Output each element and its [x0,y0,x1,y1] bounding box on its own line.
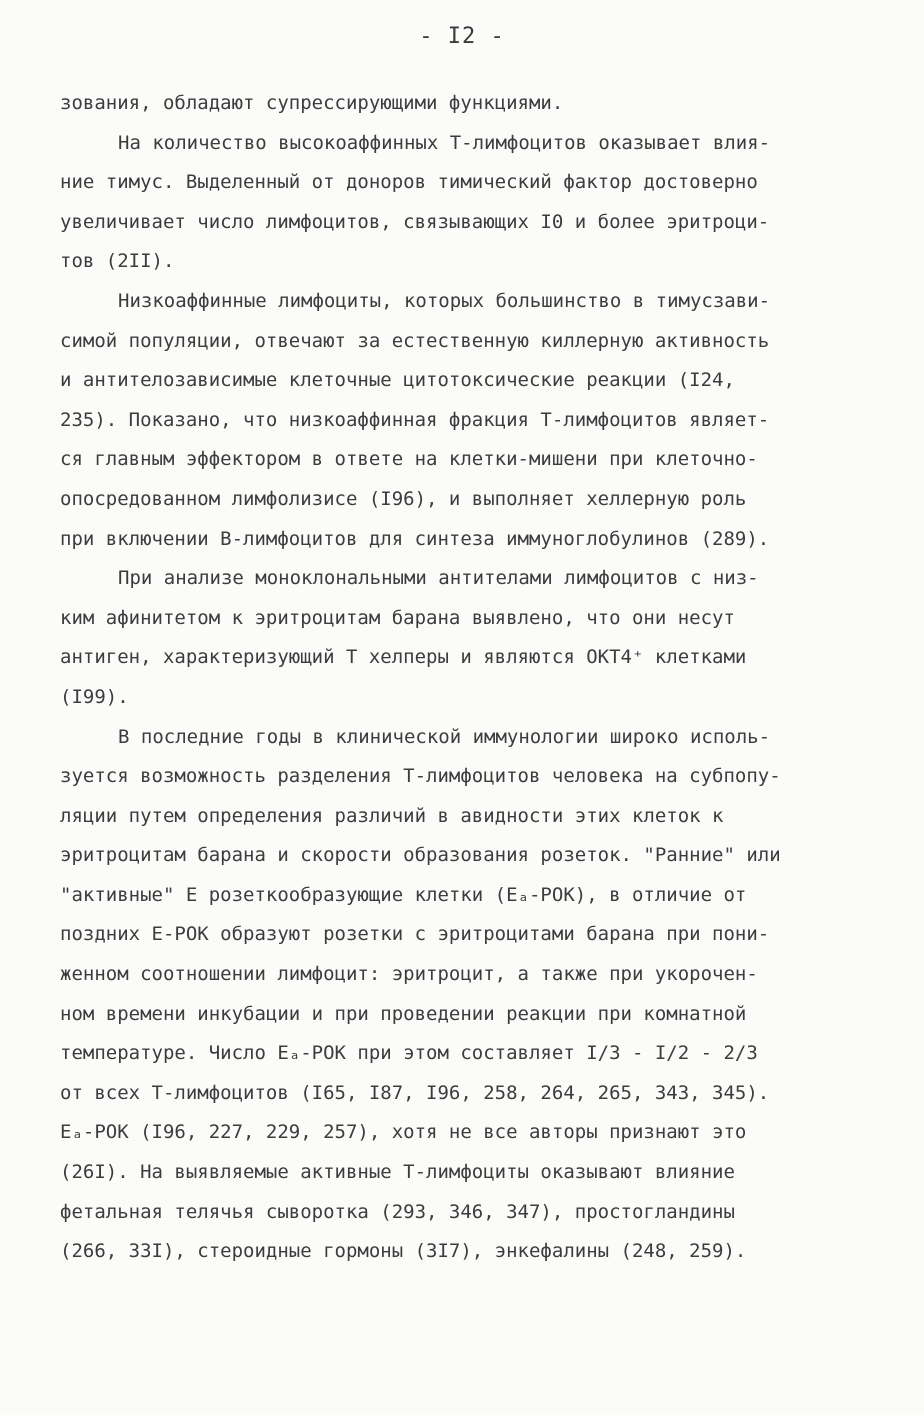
text-line: женном соотношении лимфоцит: эритроцит, а также при укорочен- [60,963,758,986]
text-line: эритроцитам барана и скорости образования розеток. "Ранние" или [60,844,781,867]
text-line: температуре. Число Еₐ-РОК при этом составляет I/3 - I/2 - 2/3 [60,1042,758,1065]
text-line: ние тимус. Выделенный от доноров тимический фактор достоверно [60,171,758,194]
page-number: - I2 - [419,24,505,49]
text-line: симой популяции, отвечают за естественную киллерную активность [60,329,770,352]
body-text [60,84,860,1272]
text-line: Низкоаффинные лимфоциты, которых большинство в тимусзави- [118,289,771,312]
text-line: увеличивает число лимфоцитов, связывающих I0 и более эритроци- [60,210,770,233]
text-line: ном времени инкубации и при проведении реакции при комнатной [60,1002,747,1025]
text-line: На количество высокоаффинных Т-лимфоцитов оказывает влия- [118,131,771,154]
text-line: При анализе моноклональными антителами лимфоцитов с низ- [118,567,759,590]
text-line: Еₐ-РОК (I96, 227, 229, 257), хотя не все авторы признают это [60,1121,747,1144]
text-line: (I99). [60,685,129,708]
text-line: фетальная телячья сыворотка (293, 346, 347), простогландины [60,1200,735,1223]
text-line: опосредованном лимфолизисе (I96), и выполняет хеллерную роль [60,487,747,510]
text-line: зуется возможность разделения Т-лимфоцитов человека на субпопу- [60,765,781,788]
text-line: 235). Показано, что низкоаффинная фракция Т-лимфоцитов являет- [60,408,770,431]
text-line: тов (2II). [60,250,175,273]
text-line: антиген, характеризующий Т хелперы и являются ОКТ4⁺ клетками [60,646,747,669]
text-line: ляции путем определения различий в авидности этих клеток к [60,804,724,827]
text-line: поздних Е-РОК образуют розетки с эритроцитами барана при пони- [60,923,770,946]
text-line: ким афинитетом к эритроцитам барана выявлено, что они несут [60,606,735,629]
text-line: зования, обладают супрессирующими функциями. [60,92,564,114]
text-line: при включении В-лимфоцитов для синтеза иммуноглобулинов (289). [60,527,770,550]
text-line: от всех Т-лимфоцитов (I65, I87, I96, 258, 264, 265, 343, 345). [60,1081,770,1104]
text-line: (266, 33I), стероидные гормоны (3I7), энкефалины (248, 259). [60,1240,747,1263]
text-line: "активные" Е розеткообразующие клетки (Еₐ-РОК), в отличие от [60,883,747,906]
text-line: и антителозависимые клеточные цитотоксические реакции (I24, [60,369,735,392]
text-line: В последние годы в клинической иммунологии широко исполь- [118,725,771,748]
text-line: (26I). На выявляемые активные Т-лимфоциты оказывают влияние [60,1161,735,1184]
text-line: ся главным эффектором в ответе на клетки-мишени при клеточно- [60,448,758,471]
